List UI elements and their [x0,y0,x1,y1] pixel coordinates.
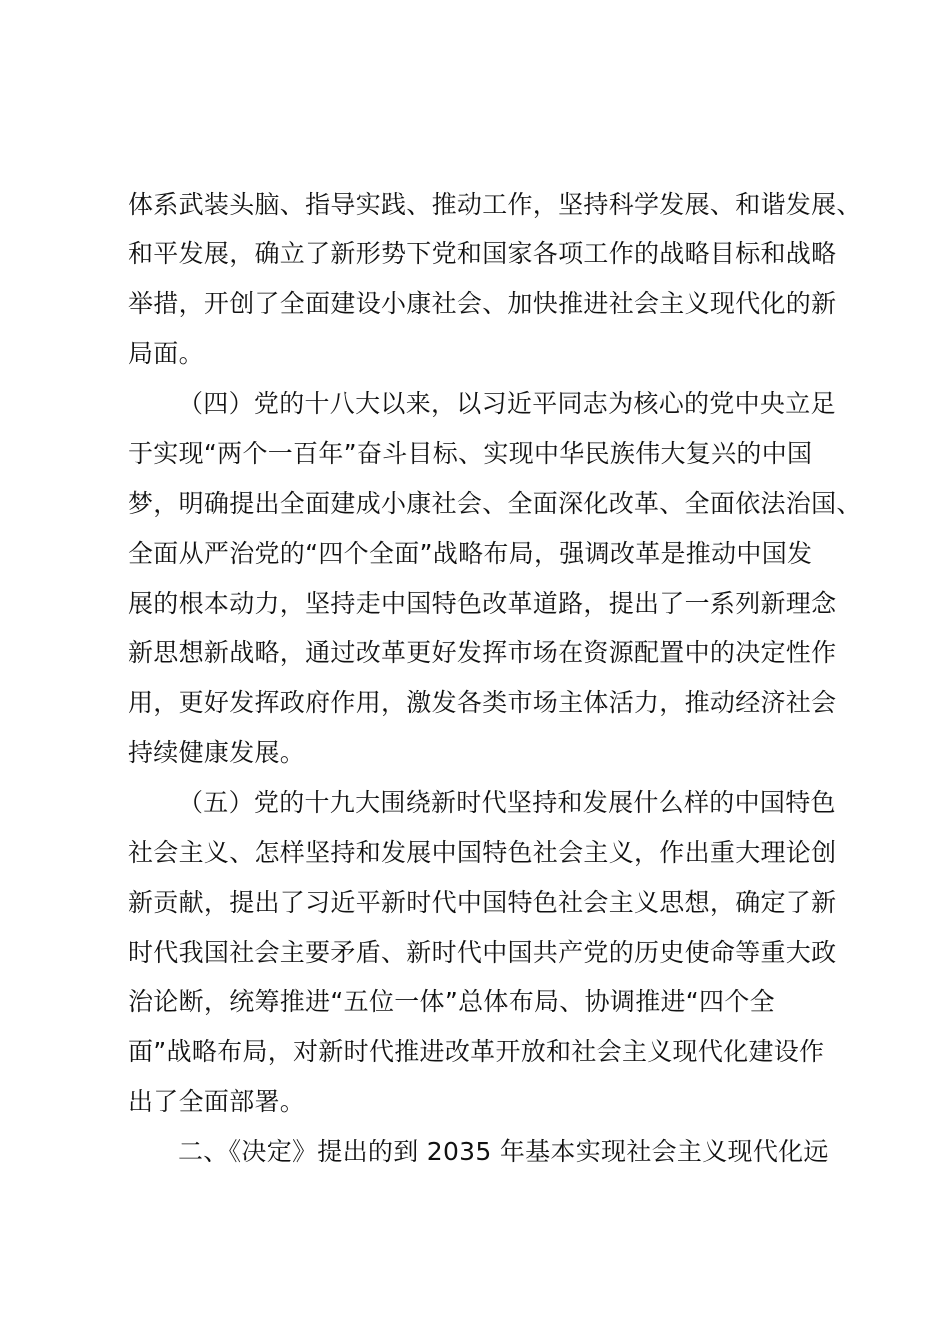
text-line: 于实现“两个一百年”奋斗目标、实现中华民族伟大复兴的中国 [128,439,813,468]
text-line: 持续健康发展。 [128,738,306,767]
text-line: 社会主义、怎样坚持和发展中国特色社会主义，作出重大理论创 [128,838,837,867]
text-line: 时代我国社会主要矛盾、新时代中国共产党的历史使命等重大政 [128,938,837,967]
paragraph-start-line: （五）党的十九大围绕新时代坚持和发展什么样的中国特色 [178,788,836,817]
text-line: 新思想新战略，通过改革更好发挥市场在资源配置中的决定性作 [128,638,837,667]
text-line: 体系武装头脑、指导实践、推动工作，坚持科学发展、和谐发展、 [128,190,862,219]
text-line: 展的根本动力，坚持走中国特色改革道路，提出了一系列新理念 [128,589,837,618]
text-line: 和平发展，确立了新形势下党和国家各项工作的战略目标和战略 [128,239,837,268]
text-line: 治论断，统筹推进“五位一体”总体布局、协调推进“四个全 [128,987,775,1016]
text-line: 梦，明确提出全面建成小康社会、全面深化改革、全面依法治国、 [128,489,862,518]
text-line: 用，更好发挥政府作用，激发各类市场主体活力，推动经济社会 [128,688,837,717]
text-line: 举措，开创了全面建设小康社会、加快推进社会主义现代化的新 [128,289,837,318]
text-line: 面”战略布局，对新时代推进改革开放和社会主义现代化建设作 [128,1037,825,1066]
text-line: 新贡献，提出了习近平新时代中国特色社会主义思想，确定了新 [128,888,837,917]
paragraph-start-line: （四）党的十八大以来，以习近平同志为核心的党中央立足 [178,389,836,418]
text-line: 全面从严治党的“四个全面”战略布局，强调改革是推动中国发 [128,539,813,568]
text-line: 局面。 [128,339,204,368]
section-heading-line: 二、《决定》提出的到 2035 年基本实现社会主义现代化远 [178,1137,829,1166]
text-line: 出了全面部署。 [128,1087,306,1116]
